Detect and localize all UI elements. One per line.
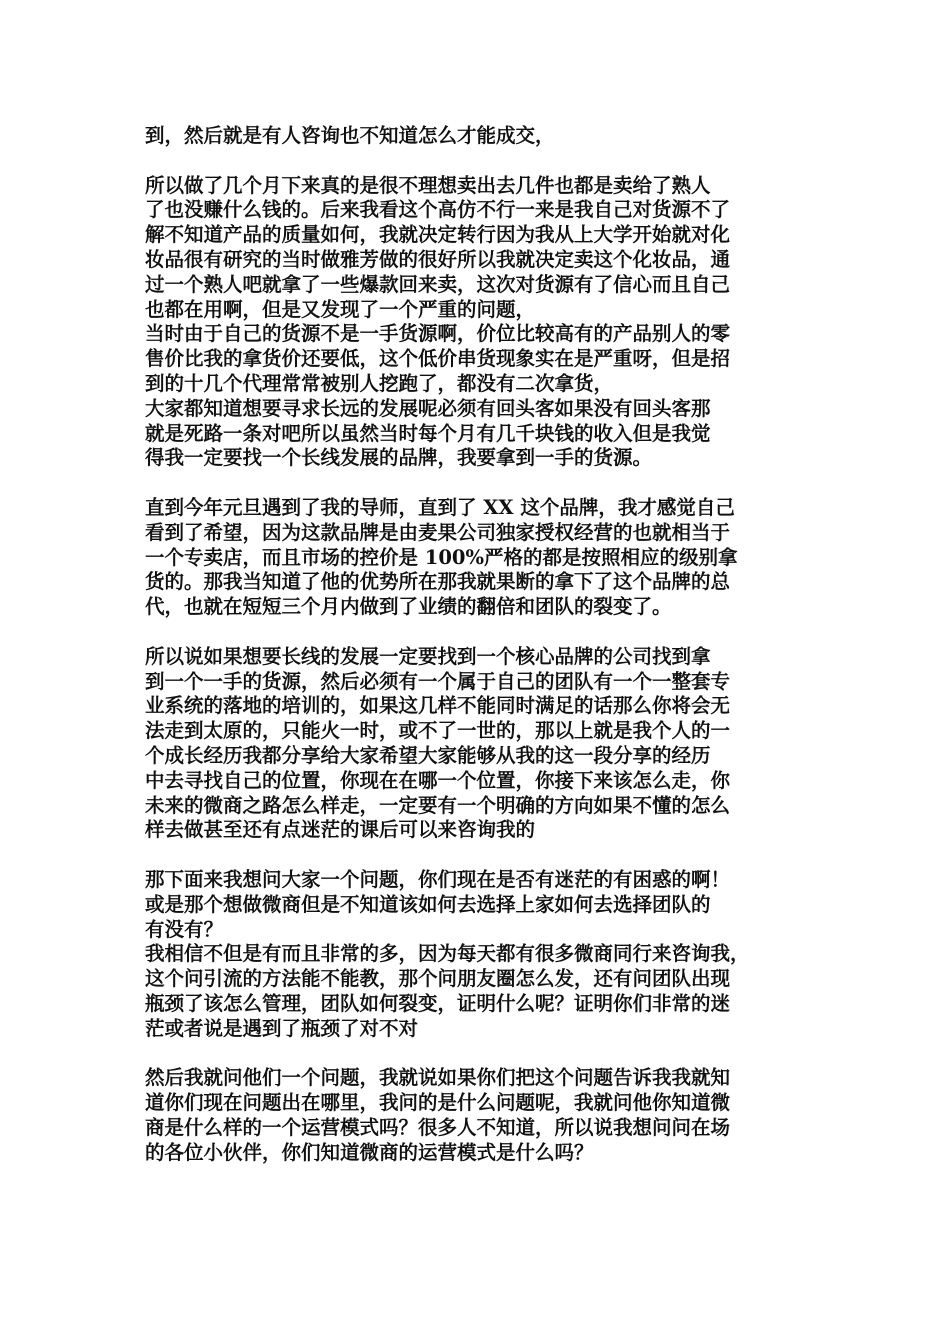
text-line: 过一个熟人吧就拿了一些爆款回来卖，这次对货源有了信心而且自己 <box>145 272 731 296</box>
text-line: 所以做了几个月下来真的是很不理想卖出去几件也都是卖给了熟人 <box>145 173 711 197</box>
text-line: 得我一定要找一个长线发展的品牌，我要拿到一手的货源。 <box>145 446 653 470</box>
paragraph-4 <box>145 645 810 843</box>
text-line: 货的。那我当知道了他的优势所在那我就果断的拿下了这个品牌的总 <box>145 570 731 594</box>
text-line: 也都在用啊，但是又发现了一个严重的问题， <box>145 297 536 321</box>
text-line: 道你们现在问题出在哪里，我问的是什么问题呢，我就问他你知道微 <box>145 1091 731 1115</box>
text-line: 的各位小伙伴，你们知道微商的运营模式是什么吗？ <box>145 1140 594 1164</box>
text-line: 法走到太原的，只能火一时，或不了一世的，那以上就是我个人的一 <box>145 719 731 743</box>
document-body <box>145 124 810 1165</box>
paragraph-1 <box>145 124 810 149</box>
text-line: 然后我就问他们一个问题，我就说如果你们把这个问题告诉我我就知 <box>145 1066 731 1090</box>
text-line: 业系统的落地的培训的，如果这几样不能同时满足的话那么你将会无 <box>145 694 731 718</box>
text-line: 中去寻找自己的位置，你现在在哪一个位置，你接下来该怎么走，你 <box>145 768 731 792</box>
text-line: 就是死路一条对吧所以虽然当时每个月有几千块钱的收入但是我觉 <box>145 421 711 445</box>
text-line: 到，然后就是有人咨询也不知道怎么才能成交， <box>145 124 555 147</box>
text-line: 解不知道产品的质量如何，我就决定转行因为我从上大学开始就对化 <box>145 223 731 247</box>
text-line: 这个问引流的方法能不能教，那个问朋友圈怎么发，还有问团队出现 <box>145 967 731 991</box>
text-line: 了也没赚什么钱的。后来我看这个高仿不行一来是我自己对货源不了 <box>145 198 731 222</box>
paragraph-6 <box>145 1066 810 1165</box>
text-line: 瓶颈了该怎么管理，团队如何裂变，证明什么呢？证明你们非常的迷 <box>145 991 731 1015</box>
text-line: 未来的微商之路怎么样走，一定要有一个明确的方向如果不懂的怎么 <box>145 793 731 817</box>
paragraph-2 <box>145 174 810 472</box>
text-line: 售价比我的拿货价还要低，这个低价串货现象实在是严重呀，但是招 <box>145 347 731 371</box>
text-line: 有没有？ <box>145 917 224 941</box>
text-line: 我相信不但是有而且非常的多，因为每天都有很多微商同行来咨询我， <box>145 942 750 966</box>
text-line: 或是那个想做微商但是不知道该如何去选择上家如何去选择团队的 <box>145 892 711 916</box>
text-line: 到的十几个代理常常被别人挖跑了，都没有二次拿货， <box>145 371 614 395</box>
text-line: 个成长经历我都分享给大家希望大家能够从我的这一段分享的经历 <box>145 743 711 767</box>
text-line: 所以说如果想要长线的发展一定要找到一个核心品牌的公司找到拿 <box>145 644 711 668</box>
text-line: 代，也就在短短三个月内做到了业绩的翻倍和团队的裂变了。 <box>145 595 672 619</box>
text-line: 商是什么样的一个运营模式吗？很多人不知道，所以说我想问问在场 <box>145 1115 731 1139</box>
paragraph-5 <box>145 868 810 1042</box>
text-line: 样去做甚至还有点迷茫的课后可以来咨询我的 <box>145 818 536 842</box>
text-line: 当时由于自己的货源不是一手货源啊，价位比较高有的产品别人的零 <box>145 322 731 346</box>
text-line: 那下面来我想问大家一个问题，你们现在是否有迷茫的有困惑的啊！ <box>145 867 731 891</box>
text-line: 妆品很有研究的当时做雅芳做的很好所以我就决定卖这个化妆品，通 <box>145 247 731 271</box>
text-line: 到一个一手的货源，然后必须有一个属于自己的团队有一个一整套专 <box>145 669 731 693</box>
text-line: 直到今年元旦遇到了我的导师，直到了 XX 这个品牌，我才感觉自己 <box>145 495 735 519</box>
text-line: 一个专卖店，而且市场的控价是 100%严格的都是按照相应的级别拿 <box>145 545 738 569</box>
text-line: 大家都知道想要寻求长远的发展呢必须有回头客如果没有回头客那 <box>145 396 711 420</box>
text-line: 看到了希望，因为这款品牌是由麦果公司独家授权经营的也就相当于 <box>145 520 731 544</box>
paragraph-3 <box>145 496 810 620</box>
text-line: 茫或者说是遇到了瓶颈了对不对 <box>145 1016 419 1040</box>
